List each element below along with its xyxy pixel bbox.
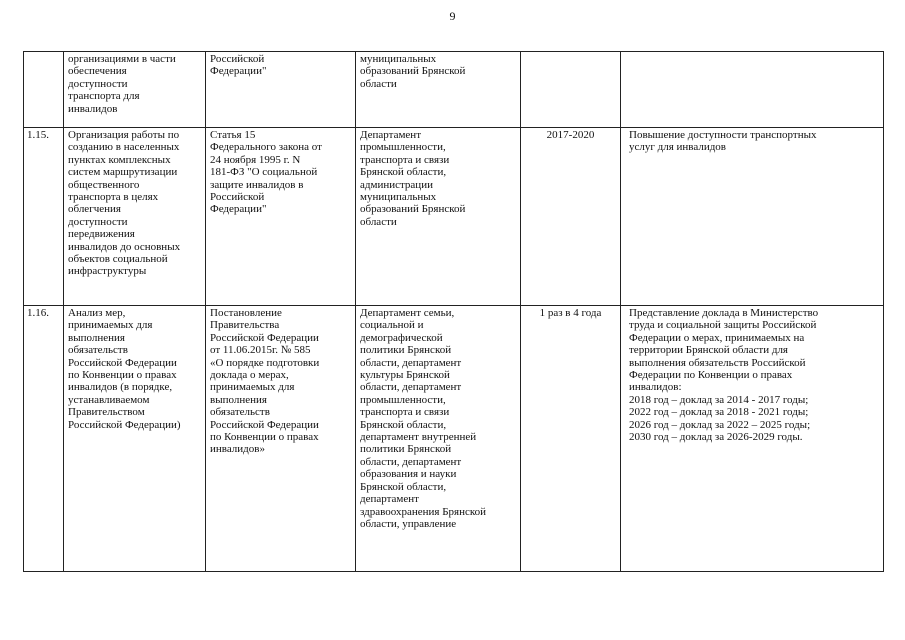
cell-period: 2017-2020 (521, 128, 621, 306)
cell-line: культуры Брянской (360, 369, 450, 382)
cell-basis (206, 128, 356, 306)
cell-line: инвалидов (в порядке, (68, 381, 173, 394)
cell-line: Департамент (360, 129, 422, 141)
cell-line: 2030 год – доклад за 2026-2029 годы. (629, 431, 803, 444)
cell-line: Российской Федерации (68, 356, 177, 369)
cell-line: образований Брянской (360, 203, 466, 216)
cell-result (621, 128, 884, 306)
cell-line: передвижения (68, 228, 135, 241)
cell-line: муниципальных (360, 191, 437, 204)
cell-line: политики Брянской (360, 443, 452, 456)
cell-line: труда и социальной защиты Российской (629, 319, 817, 332)
cell-line: Федерации" (210, 203, 267, 216)
table-row (24, 128, 884, 306)
cell-line: области, департамент (360, 381, 462, 394)
cell-line: 2018 год – доклад за 2014 - 2017 годы; (629, 393, 809, 406)
cell-line: Постановление (210, 307, 282, 319)
cell-line: здравоохранения Брянской (360, 505, 487, 518)
cell-line: принимаемых для (210, 381, 295, 394)
cell-line: Организация работы по (68, 129, 180, 141)
cell-line: Статья 15 (210, 129, 256, 141)
cell-basis (206, 52, 356, 128)
cell-line: Представление доклада в Министерство (629, 307, 819, 319)
cell-line: области (360, 215, 397, 228)
cell-line: транспорта и связи (360, 406, 450, 419)
cell-basis (206, 306, 356, 572)
cell-line: муниципальных (360, 53, 437, 65)
cell-line: Федерации о мерах, принимаемых на (629, 331, 805, 344)
cell-line: Федерации" (210, 65, 267, 78)
cell-line: Брянской области, (360, 480, 447, 493)
cell-result (621, 52, 884, 128)
cell-line: области (360, 77, 397, 90)
cell-result (621, 306, 884, 572)
cell-line: департамент (360, 493, 419, 506)
cell-measure (64, 306, 206, 572)
cell-line: общественного (68, 178, 140, 191)
cell-line: выполнения (210, 393, 267, 406)
cell-line: от 11.06.2015г. № 585 (210, 344, 311, 357)
cell-line: социальной и (360, 319, 424, 332)
cell-line: обязательств (210, 406, 270, 419)
cell-line: Правительством (68, 406, 145, 419)
cell-line: созданию в населенных (68, 141, 180, 154)
cell-line: области, департамент (360, 455, 462, 468)
table-row (24, 52, 884, 128)
cell-line: инфраструктуры (68, 265, 147, 278)
cell-executor (356, 52, 521, 128)
cell-line: Федерального закона от (210, 141, 322, 154)
cell-executor (356, 306, 521, 572)
cell-line: департамент внутренней (360, 431, 477, 444)
cell-line: «О порядке подготовки (210, 356, 320, 369)
measures-table (23, 51, 884, 572)
cell-line: Департамент семьи, (360, 307, 455, 319)
cell-line: территории Брянской области для (629, 344, 788, 357)
cell-line: транспорта в целях (68, 191, 159, 204)
cell-line: 2026 год – доклад за 2022 – 2025 годы; (629, 418, 811, 431)
cell-number (24, 52, 64, 128)
cell-line: объектов социальной (68, 253, 168, 266)
table-body (24, 52, 884, 572)
cell-line: защите инвалидов в (210, 178, 304, 191)
cell-line: образования и науки (360, 468, 457, 481)
cell-line: систем маршрутизации (68, 166, 178, 179)
cell-line: Анализ мер, (68, 307, 126, 319)
cell-line: Российской Федерации (210, 331, 319, 344)
cell-line: 2022 год – доклад за 2018 - 2021 годы; (629, 406, 809, 419)
table-row (24, 306, 884, 572)
cell-line: области, управление (360, 517, 457, 530)
cell-line: выполнения обязательств Российской (629, 356, 806, 369)
cell-line: услуг для инвалидов (629, 141, 726, 154)
cell-number: 1.16. (24, 306, 64, 572)
cell-line: инвалидов до основных (68, 240, 181, 253)
cell-line: политики Брянской (360, 344, 452, 357)
cell-period: 1 раз в 4 года (521, 306, 621, 572)
cell-line: образований Брянской (360, 65, 466, 78)
cell-line: 24 ноября 1995 г. N (210, 153, 301, 166)
cell-line: пунктах комплексных (68, 153, 171, 166)
cell-line: инвалидов: (629, 381, 682, 394)
cell-line: 181-ФЗ "О социальной (210, 166, 318, 179)
cell-line: демографической (360, 331, 443, 344)
cell-line: доступности (68, 215, 128, 228)
cell-line: Правительства (210, 319, 280, 332)
cell-line: Повышение доступности транспортных (629, 129, 817, 141)
cell-executor (356, 128, 521, 306)
cell-line: области, департамент (360, 356, 462, 369)
cell-line: Российской (210, 53, 265, 65)
cell-line: администрации (360, 178, 433, 191)
cell-line: Российской (210, 191, 265, 204)
cell-line: доступности (68, 77, 128, 90)
cell-line: по Конвенции о правах (210, 431, 319, 444)
cell-line: Российской Федерации (210, 418, 319, 431)
cell-line: обязательств (68, 344, 128, 357)
cell-line: промышленности, (360, 393, 446, 406)
cell-line: устанавливаемом (68, 393, 150, 406)
cell-measure (64, 128, 206, 306)
cell-line: принимаемых для (68, 319, 153, 332)
cell-measure (64, 52, 206, 128)
cell-line: Брянской области, (360, 166, 447, 179)
cell-period (521, 52, 621, 128)
cell-line: Брянской области, (360, 418, 447, 431)
cell-line: Федерации по Конвенции о правах (629, 369, 793, 382)
cell-line: облегчения (68, 203, 121, 216)
cell-line: транспорта и связи (360, 153, 450, 166)
cell-line: организациями в части (68, 53, 176, 65)
cell-line: по Конвенции о правах (68, 369, 177, 382)
cell-line: выполнения (68, 331, 125, 344)
cell-line: Российской Федерации) (68, 418, 181, 431)
cell-line: доклада о мерах, (210, 369, 289, 382)
page-number: 9 (449, 9, 456, 23)
cell-line: обеспечения (68, 65, 127, 78)
cell-line: инвалидов (68, 102, 118, 115)
cell-line: транспорта для (68, 90, 140, 103)
cell-number: 1.15. (24, 128, 64, 306)
cell-line: промышленности, (360, 141, 446, 154)
cell-line: инвалидов» (210, 443, 265, 456)
